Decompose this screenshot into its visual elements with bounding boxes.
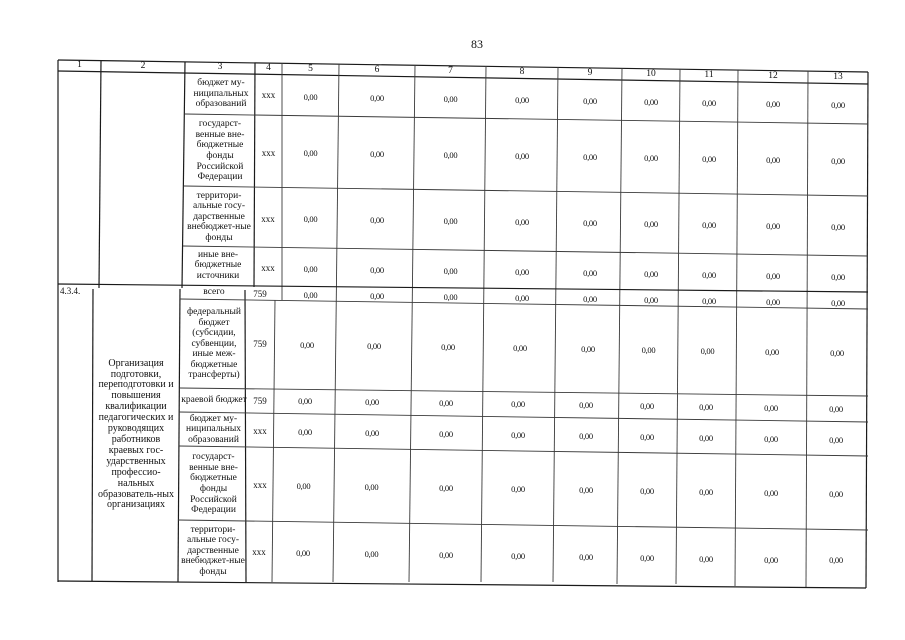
budget-code-cell: 759 — [253, 288, 267, 299]
value-cell: 0,00 — [583, 217, 597, 228]
value-cell: 0,00 — [515, 94, 529, 105]
value-cell: 0,00 — [579, 551, 593, 562]
value-cell: 0,00 — [300, 339, 314, 350]
value-cell: 0,00 — [370, 214, 384, 225]
value-cell: 0,00 — [511, 550, 525, 561]
value-cell: 0,00 — [296, 480, 311, 491]
value-cell: 0,00 — [579, 484, 593, 495]
value-cell: 0,00 — [581, 343, 595, 354]
header-cell: 8 — [519, 66, 525, 77]
value-cell: 0,00 — [370, 148, 384, 159]
value-cell: 0,00 — [766, 154, 780, 165]
value-cell: 0,00 — [702, 97, 716, 108]
value-cell: 0,00 — [699, 553, 713, 564]
header-cell: 2 — [140, 60, 146, 71]
value-cell: 0,00 — [583, 293, 597, 304]
value-cell: 0,00 — [831, 271, 845, 282]
value-cell: 0,00 — [831, 99, 845, 110]
value-cell: 0,00 — [641, 344, 656, 355]
header-cell: 10 — [646, 68, 656, 79]
item-number: 4.3.4. — [60, 286, 81, 296]
value-cell: 0,00 — [699, 401, 713, 412]
value-cell: 0,00 — [370, 92, 384, 103]
value-cell: 0,00 — [831, 297, 845, 308]
funding-source-cell: бюджет му-ниципальных образований — [185, 413, 241, 445]
value-cell: 0,00 — [644, 294, 658, 305]
value-cell: 0,00 — [829, 434, 843, 445]
value-cell: 0,00 — [515, 266, 529, 277]
value-cell: 0,00 — [303, 213, 318, 224]
funding-source-cell: бюджет му-ниципальных образований — [193, 78, 249, 110]
value-cell: 0,00 — [764, 487, 778, 498]
value-cell: 0,00 — [702, 153, 716, 164]
value-cell: 0,00 — [640, 485, 654, 496]
value-cell: 0,00 — [579, 430, 593, 441]
value-cell: 0,00 — [764, 433, 778, 444]
value-cell: 0,00 — [765, 346, 779, 357]
value-cell: 0,00 — [702, 295, 716, 306]
header-cell: 1 — [77, 60, 82, 71]
value-cell: 0,00 — [443, 215, 458, 226]
value-cell: 0,00 — [766, 98, 780, 109]
value-cell: 0,00 — [441, 341, 455, 352]
value-cell: 0,00 — [644, 152, 658, 163]
value-cell: 0,00 — [439, 397, 453, 408]
value-cell: 0,00 — [515, 150, 529, 161]
budget-code-cell: ххх — [252, 546, 266, 557]
header-cell: 5 — [308, 63, 313, 74]
page-number: 83 — [471, 37, 483, 51]
value-cell: 0,00 — [702, 219, 716, 230]
budget-code-cell: ххх — [261, 90, 276, 100]
funding-source-cell: федеральный бюджет (субсидии, субвенции, иные меж-бюджетные трансферты) — [187, 306, 241, 381]
value-cell: 0,00 — [511, 483, 525, 494]
budget-code-cell: ххх — [253, 425, 267, 436]
value-cell: 0,00 — [303, 289, 318, 300]
budget-code-cell: 759 — [253, 338, 267, 349]
value-cell: 0,00 — [644, 218, 658, 229]
value-cell: 0,00 — [583, 267, 597, 278]
header-cell: 11 — [704, 69, 714, 80]
budget-code-cell: ххх — [261, 213, 275, 224]
value-cell: 0,00 — [439, 549, 453, 560]
value-cell: 0,00 — [370, 264, 384, 275]
value-cell: 0,00 — [699, 432, 713, 443]
value-cell: 0,00 — [364, 548, 379, 559]
value-cell: 0,00 — [439, 482, 453, 493]
header-cell: 4 — [266, 62, 271, 73]
value-cell: 0,00 — [831, 155, 845, 166]
value-cell: 0,00 — [829, 554, 843, 565]
value-cell: 0,00 — [511, 398, 525, 409]
value-cell: 0,00 — [439, 428, 453, 439]
header-cell: 3 — [217, 61, 223, 72]
value-cell: 0,00 — [583, 95, 597, 106]
value-cell: 0,00 — [700, 345, 715, 356]
value-cell: 0,00 — [766, 220, 780, 231]
value-cell: 0,00 — [364, 481, 379, 492]
value-cell: 0,00 — [443, 291, 458, 302]
value-cell: 0,00 — [640, 400, 654, 411]
value-cell: 0,00 — [365, 427, 379, 438]
value-cell: 0,00 — [640, 552, 654, 563]
value-cell: 0,00 — [829, 403, 843, 414]
funding-source-cell: территори-альные госу-дарственные внебюджет-ные фонды — [187, 190, 251, 243]
header-cell: 13 — [833, 71, 843, 82]
budget-code-cell: ххх — [253, 479, 267, 490]
value-cell: 0,00 — [443, 265, 458, 276]
value-cell: 0,00 — [365, 396, 379, 407]
budget-code-cell: ххх — [261, 262, 275, 273]
value-cell: 0,00 — [644, 96, 658, 107]
item-description: Организация подготовки, переподготовки и повышения квалификации педагогических и руководящих работников краевых гос-ударственных профессио-нальных образователь-ных организациях — [98, 357, 174, 511]
value-cell: 0,00 — [579, 399, 593, 410]
value-cell: 0,00 — [764, 554, 778, 565]
value-cell: 0,00 — [515, 292, 529, 303]
header-cell: 12 — [768, 70, 778, 81]
value-cell: 0,00 — [303, 147, 318, 158]
value-cell: 0,00 — [766, 296, 780, 307]
value-cell: 0,00 — [831, 221, 845, 232]
value-cell: 0,00 — [443, 93, 458, 104]
value-cell: 0,00 — [303, 91, 318, 102]
value-cell: 0,00 — [830, 347, 844, 358]
value-cell: 0,00 — [766, 270, 780, 281]
budget-code-cell: 759 — [253, 395, 267, 406]
value-cell: 0,00 — [370, 290, 384, 301]
value-cell: 0,00 — [644, 268, 658, 279]
funding-source-cell: краевой бюджет — [181, 395, 247, 406]
funding-source-cell: государст-венные вне-бюджетные фонды Российской Федерации — [195, 119, 245, 183]
value-cell: 0,00 — [511, 429, 525, 440]
value-cell: 0,00 — [583, 151, 597, 162]
value-cell: 0,00 — [702, 269, 716, 280]
value-cell: 0,00 — [303, 263, 318, 274]
value-cell: 0,00 — [298, 426, 312, 437]
header-cell: 9 — [587, 67, 593, 78]
funding-source-cell: государст-венные вне-бюджетные фонды Российской Федерации — [189, 452, 238, 516]
funding-source-cell: территори-альные госу-дарственные внебюджет-ные фонды — [181, 524, 245, 577]
funding-source-cell: всего — [203, 286, 225, 297]
header-cell: 7 — [448, 65, 453, 76]
value-cell: 0,00 — [443, 149, 458, 160]
value-cell: 0,00 — [296, 547, 310, 558]
budget-code-cell: ххх — [261, 147, 276, 158]
funding-source-cell: иные вне-бюджетные источники — [194, 249, 242, 281]
value-cell: 0,00 — [829, 488, 843, 499]
value-cell: 0,00 — [515, 216, 529, 227]
value-cell: 0,00 — [764, 402, 778, 413]
value-cell: 0,00 — [367, 340, 381, 351]
value-cell: 0,00 — [640, 431, 654, 442]
value-cell: 0,00 — [699, 486, 713, 497]
value-cell: 0,00 — [513, 342, 527, 353]
header-cell: 6 — [374, 64, 380, 75]
value-cell: 0,00 — [298, 395, 312, 406]
